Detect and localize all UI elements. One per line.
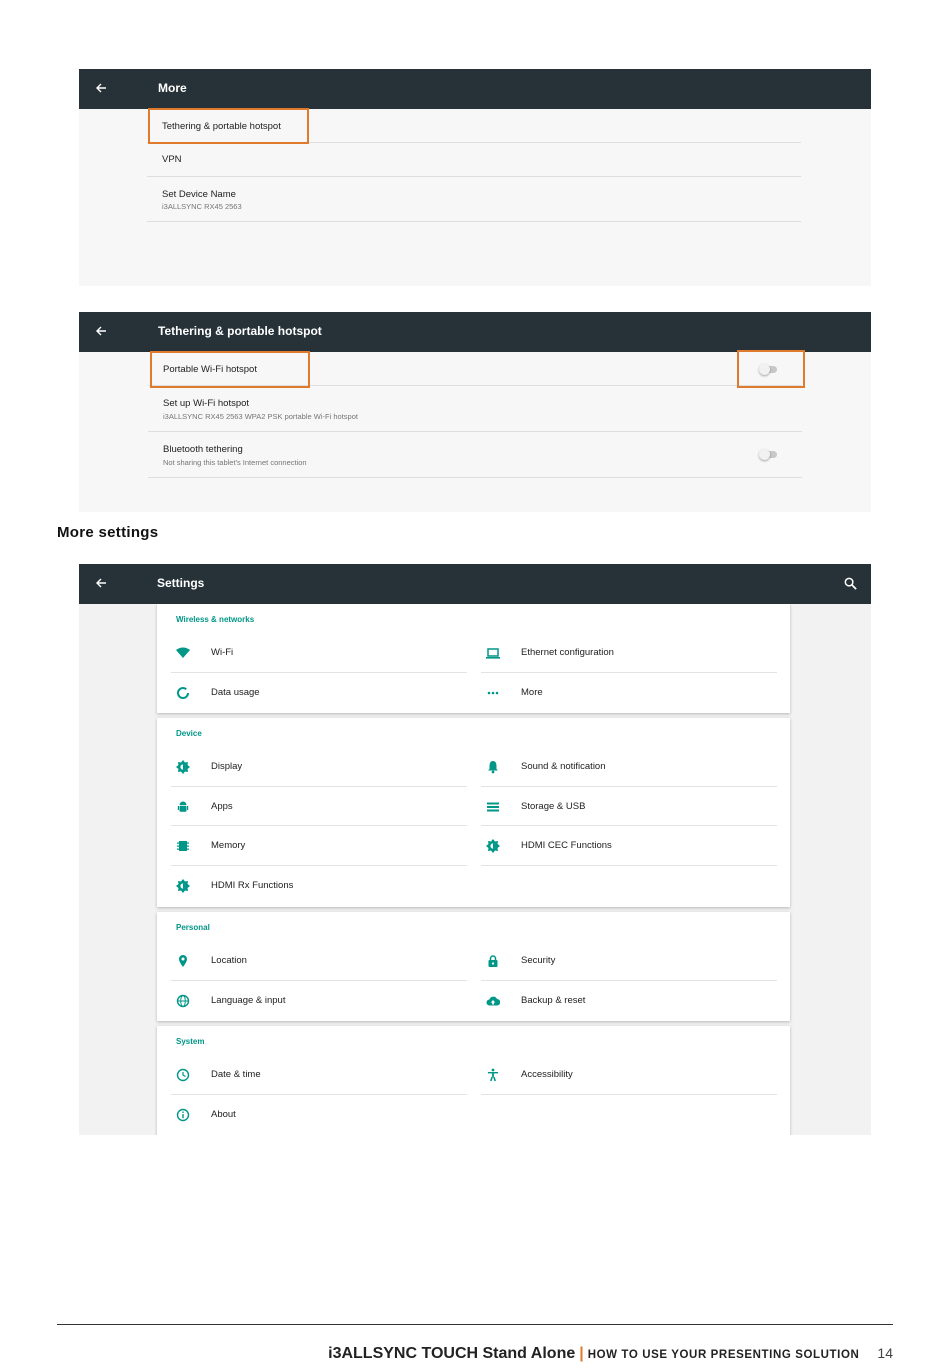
list-item-title: Bluetooth tethering <box>163 444 243 455</box>
brightness-icon <box>486 839 500 853</box>
setting-accessibility[interactable] <box>481 1055 777 1095</box>
highlight-box <box>150 351 310 388</box>
setting-more[interactable] <box>481 673 777 713</box>
memory-icon <box>176 839 190 853</box>
android-icon <box>176 800 190 814</box>
setting-security[interactable] <box>481 941 777 981</box>
accessibility-icon <box>486 1068 500 1082</box>
setting-data-usage[interactable] <box>171 673 467 713</box>
brightness-icon <box>176 879 190 893</box>
settings-app-bar <box>79 564 871 604</box>
setting-label: About <box>211 1109 236 1120</box>
setting-about[interactable] <box>171 1095 467 1135</box>
section-wireless <box>157 604 790 713</box>
info-icon <box>176 1108 190 1122</box>
setting-label: HDMI CEC Functions <box>521 840 612 851</box>
list-item-device-name[interactable] <box>147 177 801 222</box>
setting-location[interactable] <box>171 941 467 981</box>
more-dots-icon <box>486 686 500 700</box>
back-arrow-icon[interactable] <box>93 575 109 591</box>
page-title: Settings <box>157 576 205 590</box>
clock-icon <box>176 1068 190 1082</box>
setting-sound[interactable] <box>481 747 777 787</box>
list-item-title: Portable Wi-Fi hotspot <box>163 364 257 375</box>
search-icon[interactable] <box>843 576 858 591</box>
section-heading: More settings <box>57 524 159 541</box>
setting-date-time[interactable] <box>171 1055 467 1095</box>
setting-wifi[interactable] <box>171 633 467 673</box>
storage-icon <box>486 800 500 814</box>
setting-label: Security <box>521 955 556 966</box>
setting-storage[interactable] <box>481 787 777 826</box>
section-system <box>157 1026 790 1135</box>
list-item-subtitle: i3ALLSYNC RX45 2563 WPA2 PSK portable Wi-Fi hotspot <box>163 412 358 421</box>
setting-hdmi-cec[interactable] <box>481 826 777 866</box>
list-item-vpn[interactable] <box>147 143 801 177</box>
wifi-icon <box>176 646 190 660</box>
bluetooth-tethering-toggle[interactable] <box>759 449 779 459</box>
location-icon <box>176 954 190 968</box>
data-usage-icon <box>176 686 190 700</box>
section-header: Wireless & networks <box>176 615 255 624</box>
highlight-box <box>148 108 309 144</box>
setting-display[interactable] <box>171 747 467 787</box>
setting-label: More <box>521 687 543 698</box>
tethering-app-bar <box>79 312 871 352</box>
setting-label: Accessibility <box>521 1069 573 1080</box>
setting-memory[interactable] <box>171 826 467 866</box>
section-header: Device <box>176 729 202 738</box>
setting-label: Sound & notification <box>521 761 606 772</box>
setting-label: Wi-Fi <box>211 647 234 658</box>
list-item-title: Tethering & portable hotspot <box>162 121 281 132</box>
list-item-title: Set up Wi-Fi hotspot <box>163 398 250 409</box>
setting-label: Display <box>211 761 243 772</box>
list-item-title: VPN <box>162 154 182 165</box>
list-item-bluetooth-tethering[interactable] <box>148 432 802 478</box>
setting-label: Apps <box>211 801 233 812</box>
section-device <box>157 718 790 907</box>
setting-apps[interactable] <box>171 787 467 826</box>
setting-ethernet[interactable] <box>481 633 777 673</box>
setting-label: Memory <box>211 840 246 851</box>
page-title: More <box>158 81 187 95</box>
footer-separator: | <box>579 1345 584 1362</box>
setting-label: Language & input <box>211 995 286 1006</box>
setting-label: Storage & USB <box>521 801 586 812</box>
settings-background <box>79 604 871 1135</box>
setting-hdmi-rx[interactable] <box>171 866 467 906</box>
globe-icon <box>176 994 190 1008</box>
footer-tagline: HOW TO USE YOUR PRESENTING SOLUTION <box>587 1349 860 1361</box>
back-arrow-icon[interactable] <box>93 80 109 96</box>
setting-language[interactable] <box>171 981 467 1021</box>
setting-label: Data usage <box>211 687 260 698</box>
highlight-box <box>737 350 805 388</box>
more-app-bar <box>79 69 871 109</box>
lock-icon <box>486 954 500 968</box>
section-header: Personal <box>176 923 210 932</box>
footer-divider <box>57 1324 893 1325</box>
setting-label: Date & time <box>211 1069 261 1080</box>
cloud-upload-icon <box>486 994 500 1008</box>
setting-label: HDMI Rx Functions <box>211 880 294 891</box>
footer-brand: i3ALLSYNC TOUCH Stand Alone <box>328 1345 576 1362</box>
setting-backup[interactable] <box>481 981 777 1021</box>
page-title: Tethering & portable hotspot <box>158 324 322 338</box>
footer <box>328 1345 893 1363</box>
bell-icon <box>486 760 500 774</box>
setting-label: Backup & reset <box>521 995 586 1006</box>
back-arrow-icon[interactable] <box>93 323 109 339</box>
laptop-icon <box>486 646 500 660</box>
setting-label: Location <box>211 955 247 966</box>
section-personal <box>157 912 790 1021</box>
page-number: 14 <box>877 1345 893 1361</box>
list-item-subtitle: Not sharing this tablet's Internet connection <box>163 458 307 467</box>
list-item-title: Set Device Name <box>162 189 236 200</box>
section-header: System <box>176 1037 205 1046</box>
list-item-setup-hotspot[interactable] <box>148 386 802 432</box>
setting-label: Ethernet configuration <box>521 647 614 658</box>
list-item-subtitle: i3ALLSYNC RX45 2563 <box>162 202 242 211</box>
brightness-icon <box>176 760 190 774</box>
